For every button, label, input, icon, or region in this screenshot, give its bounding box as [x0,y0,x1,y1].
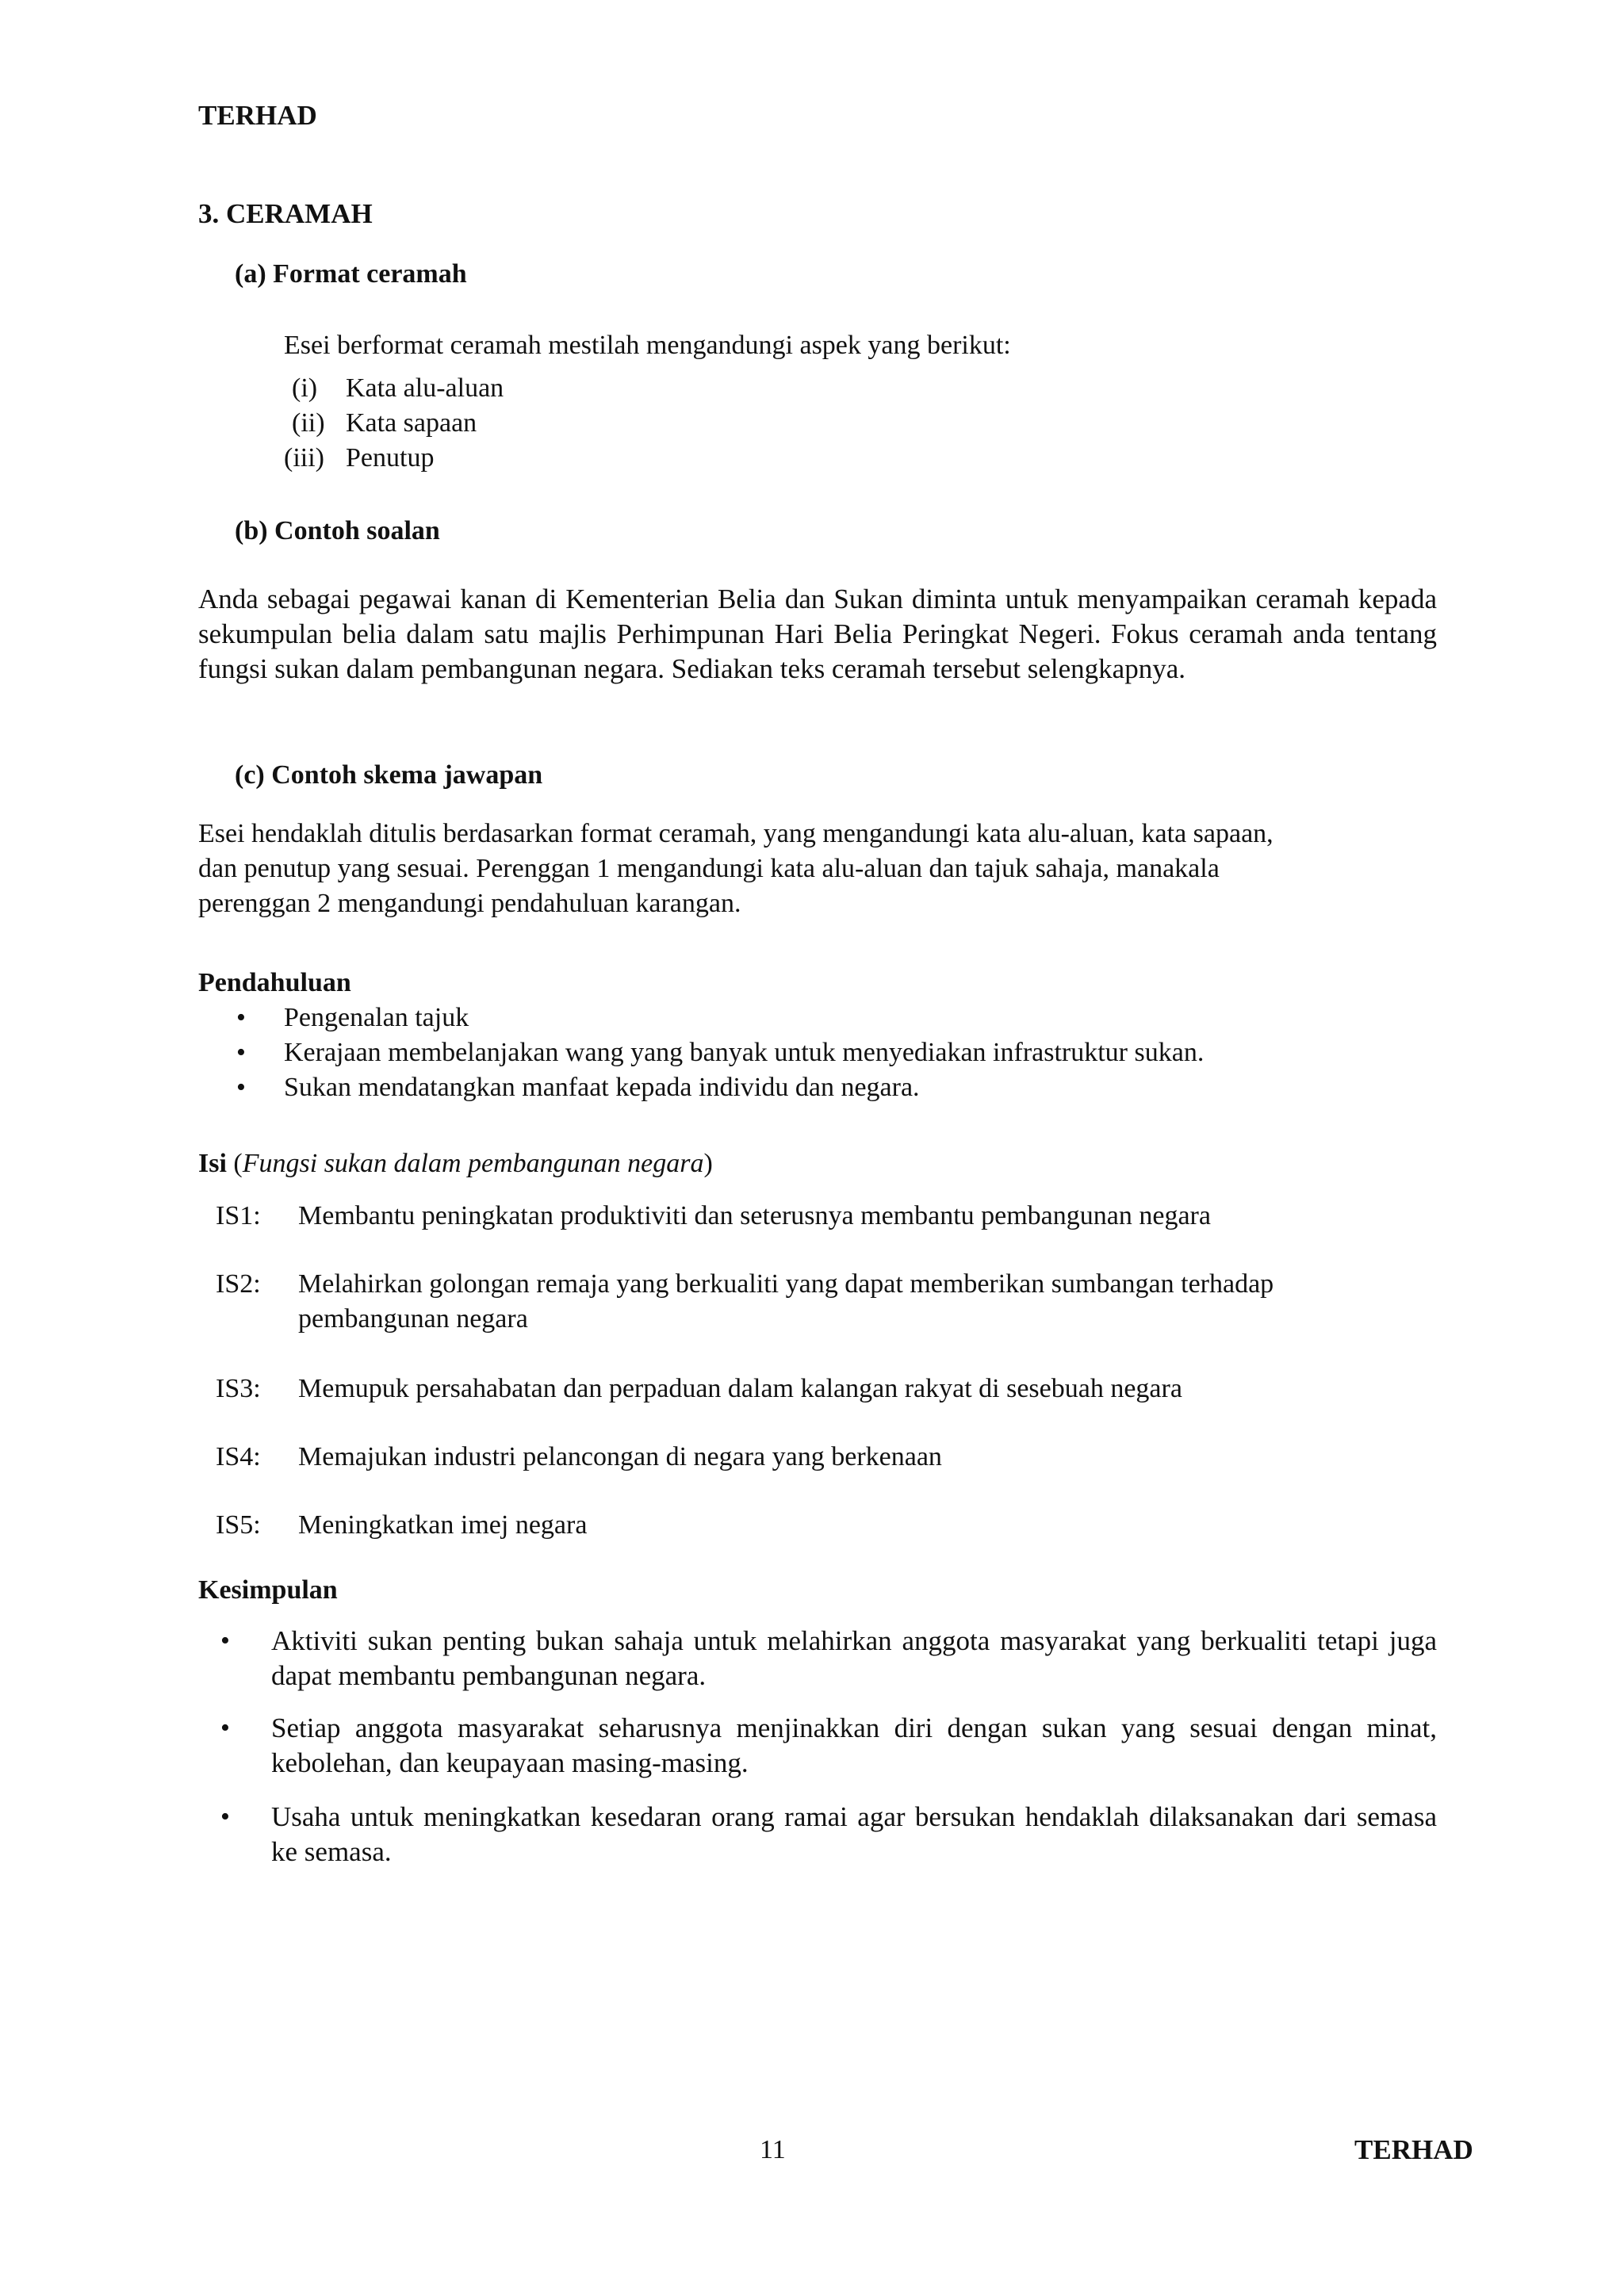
format-intro: Esei berformat ceramah mestilah mengandungi aspek yang berikut: [284,331,1011,360]
bullet-icon: • [220,1802,230,1831]
isi-subtitle: Fungsi sukan dalam pembangunan negara [242,1149,704,1178]
bullet-icon: • [236,1003,246,1032]
kesimpulan-heading: Kesimpulan [198,1575,338,1605]
isi-text: Membantu peningkatan produktiviti dan seterusnya membantu pembangunan negara [298,1201,1211,1230]
question-paragraph: Anda sebagai pegawai kanan di Kementerian Belia dan Sukan diminta untuk menyampaikan ceramah kepada sekumpulan belia dalam satu majlis Perhimpunan Hari Belia Peringkat Negeri. Fokus ceramah anda tentang fungsi sukan dalam pembangunan negara. Sediakan teks ceramah tersebut selengkapnya. [198,584,1437,684]
isi-text: pembangunan negara [298,1304,528,1334]
format-item-text: Kata sapaan [346,408,477,438]
isi-code: IS4: [216,1442,261,1471]
isi-text: Meningkatkan imej negara [298,1510,588,1540]
scheme-line: Esei hendaklah ditulis berdasarkan format ceramah, yang mengandungi kata alu-aluan, kata sapaan, [198,819,1274,848]
pendahuluan-item: Sukan mendatangkan manfaat kepada individu dan negara. [284,1073,920,1102]
isi-close-paren: ) [703,1149,713,1178]
format-item-num: (i) [292,373,318,403]
format-item-text: Penutup [346,443,435,473]
isi-code: IS2: [216,1269,261,1299]
bullet-icon: • [236,1038,246,1067]
kesimpulan-item: Setiap anggota masyarakat seharusnya menjinakkan diri dengan sukan yang sesuai dengan minat, kebolehan, dan keupayaan masing-masing. [271,1712,1437,1778]
isi-text: Melahirkan golongan remaja yang berkualiti yang dapat memberikan sumbangan terhadap [298,1269,1274,1299]
bullet-icon: • [236,1073,246,1102]
footer-classification: TERHAD [1354,2134,1473,2165]
format-item-num: (iii) [284,443,324,473]
isi-code: IS1: [216,1201,261,1230]
isi-heading [198,1146,713,1181]
format-item-text: Kata alu-aluan [346,373,504,403]
header-classification: TERHAD [198,100,317,131]
subsection-b-heading: (b) Contoh soalan [235,516,440,545]
format-item-num: (ii) [292,408,325,438]
subsection-c-heading: (c) Contoh skema jawapan [235,760,543,790]
section-title: 3. CERAMAH [198,198,373,229]
isi-text: Memupuk persahabatan dan perpaduan dalam kalangan rakyat di sesebuah negara [298,1374,1182,1403]
isi-open-paren: ( [233,1149,243,1178]
subsection-a-heading: (a) Format ceramah [235,259,467,289]
bullet-icon: • [220,1626,230,1655]
pendahuluan-item: Pengenalan tajuk [284,1003,469,1032]
scheme-line: perenggan 2 mengandungi pendahuluan karangan. [198,889,741,918]
pendahuluan-heading: Pendahuluan [198,968,351,997]
isi-text: Memajukan industri pelancongan di negara yang berkenaan [298,1442,942,1471]
kesimpulan-item: Usaha untuk meningkatkan kesedaran orang ramai agar bersukan hendaklah dilaksanakan dari semasa ke semasa. [271,1801,1437,1867]
page-number: 11 [760,2135,786,2164]
scheme-line: dan penutup yang sesuai. Perenggan 1 mengandungi kata alu-aluan dan tajuk sahaja, manakala [198,854,1220,883]
isi-label: Isi [198,1149,227,1178]
kesimpulan-item: Aktiviti sukan penting bukan sahaja untuk melahirkan anggota masyarakat yang berkualiti tetapi juga dapat membantu pembangunan negara. [271,1625,1437,1691]
bullet-icon: • [220,1713,230,1743]
isi-code: IS3: [216,1374,261,1403]
isi-code: IS5: [216,1510,261,1540]
pendahuluan-item: Kerajaan membelanjakan wang yang banyak untuk menyediakan infrastruktur sukan. [284,1038,1205,1067]
